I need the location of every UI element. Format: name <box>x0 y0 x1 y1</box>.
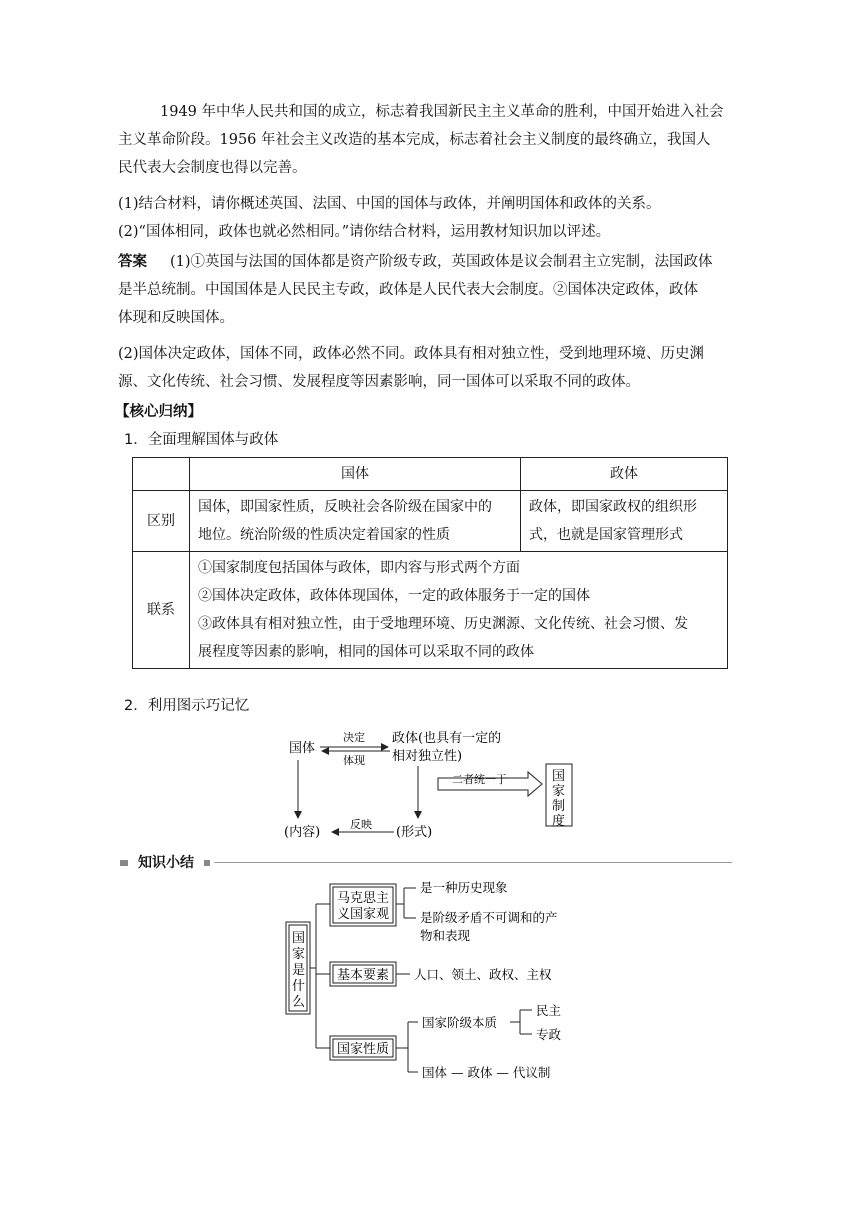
question-1: (1)结合材料，请你概述英国、法国、中国的国体与政体，并阐明国体和政体的关系。 <box>118 196 661 212</box>
marx-leaf-2-line-1: 是阶级矛盾不可调和的产 <box>420 910 558 925</box>
root-char-5: 么 <box>292 995 306 1010</box>
nature-label: 国家性质 <box>337 1042 390 1057</box>
national-system-char-3: 制 <box>552 799 566 814</box>
material-line-1: 1949 年中华人民共和国的成立，标志着我国新民主主义革命的胜利，中国开始进入社会 <box>160 104 724 120</box>
diagram-form: (形式) <box>396 825 433 840</box>
table-row-difference <box>133 491 728 552</box>
root-char-2: 家 <box>292 947 306 962</box>
diagram-reflect: 反映 <box>350 818 372 831</box>
question-2: (2)“国体相同，政体也就必然相同。”请你结合材料，运用教材知识加以评述。 <box>118 224 611 240</box>
table-header-zhengti: 政体 <box>521 458 728 491</box>
difference-zhengti-line-1: 政体，即国家政权的组织形 <box>529 499 697 515</box>
guoti-zhengti-table <box>132 457 728 669</box>
section-marker-right <box>204 860 210 866</box>
diagram-embody: 体现 <box>343 754 365 767</box>
marx-label-line-2: 义国家观 <box>337 907 390 922</box>
answer-2-line-1: (2)国体决定政体，国体不同，政体必然不同。政体具有相对独立性，受到地理环境、历史渊 <box>118 346 705 362</box>
answer-label: 答案 <box>118 254 147 270</box>
section-divider <box>214 862 732 863</box>
diagram-guoti: 国体 <box>289 741 316 756</box>
knowledge-summary-title: 知识小结 <box>138 855 194 871</box>
elements-label: 基本要素 <box>337 968 390 983</box>
national-system-char-2: 家 <box>552 784 566 799</box>
diagram-zhengti-line-2: 相对独立性) <box>392 749 463 764</box>
diagram-zhengti-line-1: 政体(也具有一定的 <box>392 731 502 746</box>
difference-zhengti-cell <box>521 491 728 552</box>
section-marker-left <box>120 860 128 866</box>
national-system-char-4: 度 <box>552 814 566 829</box>
marx-leaf-1: 是一种历史现象 <box>420 880 508 895</box>
material-line-2: 主义革命阶段。1956 年社会主义改造的基本完成，标志着社会主义制度的最终确立，我国人 <box>118 132 711 148</box>
marx-label-line-1: 马克思主 <box>337 891 390 906</box>
connection-line-4: 展程度等因素的影响，相同的国体可以采取不同的政体 <box>198 644 534 660</box>
diagram-content: (内容) <box>284 825 321 840</box>
connection-cell <box>190 552 728 669</box>
difference-guoti-line-1: 国体，即国家性质，反映社会各阶级在国家中的 <box>198 499 492 515</box>
knowledge-tree <box>270 870 610 1086</box>
chain-label: 国体 — 政体 — 代议制 <box>422 1065 551 1080</box>
summary-item-2: 2．利用图示巧记忆 <box>124 698 250 714</box>
marx-leaf-2-line-2: 物和表现 <box>420 928 471 943</box>
difference-label: 区别 <box>133 491 190 552</box>
answer-1-line-2: 是半总统制。中国国体是人民民主专政，政体是人民代表大会制度。②国体决定政体，政体 <box>118 282 698 298</box>
answer-1-line-1: (1)①英国与法国的国体都是资产阶级专政，英国政体是议会制君主立宪制，法国政体 <box>170 254 713 270</box>
core-summary-heading: 【核心归纳】 <box>115 404 202 420</box>
root-char-3: 是 <box>292 963 306 978</box>
table-header-blank <box>133 458 190 491</box>
connection-line-3: ③政体具有相对独立性，由于受地理环境、历史渊源、文化传统、社会习惯、发 <box>198 616 688 632</box>
table-header-row <box>133 458 728 491</box>
elements-leaf: 人口、领土、政权、主权 <box>414 967 552 982</box>
material-line-3: 民代表大会制度也得以完善。 <box>118 160 307 176</box>
answer-1-line-3: 体现和反映国体。 <box>118 310 234 326</box>
difference-guoti-line-2: 地位。统治阶级的性质决定着国家的性质 <box>198 527 450 543</box>
difference-guoti-cell <box>190 491 521 552</box>
diagram-unify: 二者统一于 <box>452 773 507 786</box>
connection-label: 联系 <box>133 552 190 669</box>
summary-item-1: 1．全面理解国体与政体 <box>124 432 279 448</box>
table-row-connection <box>133 552 728 669</box>
difference-zhengti-line-2: 式，也就是国家管理形式 <box>529 527 683 543</box>
class-nature-label: 国家阶级本质 <box>422 1015 498 1030</box>
answer-2-line-2: 源、文化传统、社会习惯、发展程度等因素影响，同一国体可以采取不同的政体。 <box>118 374 640 390</box>
diagram-decide: 决定 <box>343 731 365 744</box>
national-system-char-1: 国 <box>552 769 566 784</box>
table-header-guoti: 国体 <box>190 458 521 491</box>
root-char-4: 什 <box>292 979 306 994</box>
root-char-1: 国 <box>292 931 306 946</box>
democracy-label: 民主 <box>536 1003 562 1018</box>
dictatorship-label: 专政 <box>536 1027 562 1042</box>
connection-line-2: ②国体决定政体，政体体现国体，一定的政体服务于一定的国体 <box>198 588 590 604</box>
connection-line-1: ①国家制度包括国体与政体，即内容与形式两个方面 <box>198 560 520 576</box>
memory-diagram <box>270 720 590 850</box>
